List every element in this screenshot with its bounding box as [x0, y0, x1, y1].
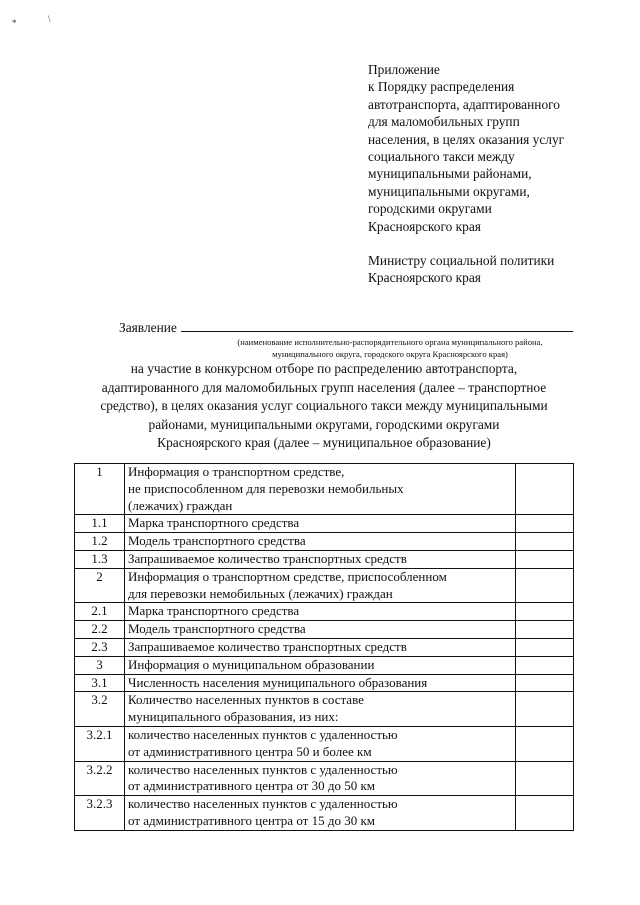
- row-description-line: Марка транспортного средства: [128, 603, 300, 619]
- row-number: 3: [75, 656, 125, 674]
- row-description-line: Марка транспортного средства: [128, 515, 300, 531]
- row-value-cell[interactable]: [516, 674, 574, 692]
- recipient-line: Министру социальной политики: [368, 253, 555, 268]
- row-number: 3.1: [75, 674, 125, 692]
- row-description-line: Запрашиваемое количество транспортных средств: [128, 550, 407, 566]
- row-value-cell[interactable]: [516, 464, 574, 515]
- appendix-line: Красноярского края: [368, 218, 481, 234]
- purpose-line: адаптированного для маломобильных групп населения (далее – транспортное: [101, 379, 547, 395]
- recipient-line: Красноярского края: [368, 270, 481, 286]
- applicant-note-line: муниципального округа, городского округа Красноярского края): [272, 349, 508, 359]
- row-description: [125, 603, 516, 621]
- applicant-name-line[interactable]: [181, 319, 573, 332]
- table-row: [75, 656, 574, 674]
- row-description-line: для перевозки немобильных (лежачих) граждан: [128, 585, 393, 601]
- row-description: [125, 692, 516, 727]
- application-label: Заявление: [119, 320, 177, 335]
- row-number: 3.2.2: [75, 761, 125, 796]
- appendix-line: Приложение: [368, 62, 440, 77]
- applicant-note-line: (наименование исполнительно-распорядительного органа муниципального района,: [237, 337, 543, 347]
- row-value-cell[interactable]: [516, 638, 574, 656]
- row-description-line: Запрашиваемое количество транспортных средств: [128, 638, 407, 654]
- table-row: [75, 515, 574, 533]
- row-value-cell[interactable]: [516, 603, 574, 621]
- row-description: [125, 638, 516, 656]
- row-value-cell[interactable]: [516, 568, 574, 603]
- row-description-line: муниципального образования, из них:: [128, 709, 339, 725]
- table-row: [75, 796, 574, 831]
- appendix-line: муниципальными районами,: [368, 166, 532, 182]
- table-row: [75, 761, 574, 796]
- purpose-line: Красноярского края (далее – муниципальное образование): [157, 435, 491, 451]
- appendix-line: к Порядку распределения: [368, 79, 515, 95]
- row-description-line: количество населенных пунктов с удаленностью: [128, 761, 398, 777]
- row-description-line: Информация о транспортном средстве, приспособленном: [128, 568, 447, 584]
- row-description: [125, 796, 516, 831]
- row-value-cell[interactable]: [516, 796, 574, 831]
- row-description: [125, 464, 516, 515]
- row-description-line: Модель транспортного средства: [128, 621, 306, 637]
- recipient-block: [368, 252, 618, 287]
- row-description: [125, 550, 516, 568]
- row-description: [125, 568, 516, 603]
- appendix-line: автотранспорта, адаптированного: [368, 96, 560, 112]
- applicant-note: [190, 336, 590, 360]
- row-value-cell[interactable]: [516, 726, 574, 761]
- row-number: 2.2: [75, 621, 125, 639]
- table-row: [75, 464, 574, 515]
- row-description-line: количество населенных пунктов с удаленностью: [128, 796, 398, 812]
- row-description-line: от административного центра 50 и более км: [128, 743, 372, 759]
- application-purpose: [60, 360, 588, 453]
- row-value-cell[interactable]: [516, 761, 574, 796]
- purpose-line: на участие в конкурсном отборе по распределению автотранспорта,: [130, 361, 518, 376]
- appendix-line: населения, в целях оказания услуг: [368, 131, 565, 147]
- row-description-line: Количество населенных пунктов в составе: [128, 692, 364, 708]
- row-number: 1.1: [75, 515, 125, 533]
- table-row: [75, 638, 574, 656]
- table-row: [75, 568, 574, 603]
- appendix-line: социального такси между: [368, 149, 515, 165]
- row-description: [125, 674, 516, 692]
- row-value-cell[interactable]: [516, 550, 574, 568]
- row-description-line: Информация о транспортном средстве,: [128, 464, 345, 479]
- appendix-line: муниципальными округами,: [368, 183, 530, 199]
- table-row: [75, 603, 574, 621]
- row-description: [125, 515, 516, 533]
- table-row: [75, 726, 574, 761]
- table-row: [75, 533, 574, 551]
- table-row: [75, 674, 574, 692]
- application-heading: [119, 319, 573, 336]
- row-description-line: Информация о муниципальном образовании: [128, 656, 375, 672]
- row-number: 2.3: [75, 638, 125, 656]
- appendix-line: городскими округами: [368, 201, 492, 217]
- purpose-line: районами, муниципальными округами, городскими округами: [148, 416, 500, 432]
- scan-speck: *: [12, 18, 17, 28]
- table-row: [75, 621, 574, 639]
- row-value-cell[interactable]: [516, 656, 574, 674]
- appendix-header: [368, 61, 618, 235]
- table-row: [75, 550, 574, 568]
- appendix-line: для маломобильных групп: [368, 114, 520, 130]
- row-description-line: не приспособленном для перевозки немобильных: [128, 480, 404, 496]
- row-description: [125, 533, 516, 551]
- table-row: [75, 692, 574, 727]
- row-description: [125, 621, 516, 639]
- purpose-line: средство), в целях оказания услуг социального такси между муниципальными: [100, 398, 548, 414]
- row-number: 2.1: [75, 603, 125, 621]
- row-description-line: (лежачих) граждан: [128, 497, 233, 513]
- row-value-cell[interactable]: [516, 533, 574, 551]
- row-description-line: Модель транспортного средства: [128, 533, 306, 549]
- application-table: [74, 463, 574, 831]
- row-description-line: Численность населения муниципального образования: [128, 674, 428, 690]
- row-number: 2: [75, 568, 125, 603]
- row-number: 1: [75, 464, 125, 515]
- row-description: [125, 726, 516, 761]
- row-description-line: от административного центра от 30 до 50 км: [128, 778, 375, 794]
- row-number: 1.3: [75, 550, 125, 568]
- row-number: 3.2.1: [75, 726, 125, 761]
- row-number: 3.2.3: [75, 796, 125, 831]
- row-value-cell[interactable]: [516, 515, 574, 533]
- row-value-cell[interactable]: [516, 621, 574, 639]
- row-number: 1.2: [75, 533, 125, 551]
- row-description: [125, 761, 516, 796]
- row-value-cell[interactable]: [516, 692, 574, 727]
- row-description: [125, 656, 516, 674]
- row-number: 3.2: [75, 692, 125, 727]
- row-description-line: от административного центра от 15 до 30 км: [128, 812, 375, 828]
- row-description-line: количество населенных пунктов с удаленностью: [128, 726, 398, 742]
- scan-speck: \: [48, 14, 51, 24]
